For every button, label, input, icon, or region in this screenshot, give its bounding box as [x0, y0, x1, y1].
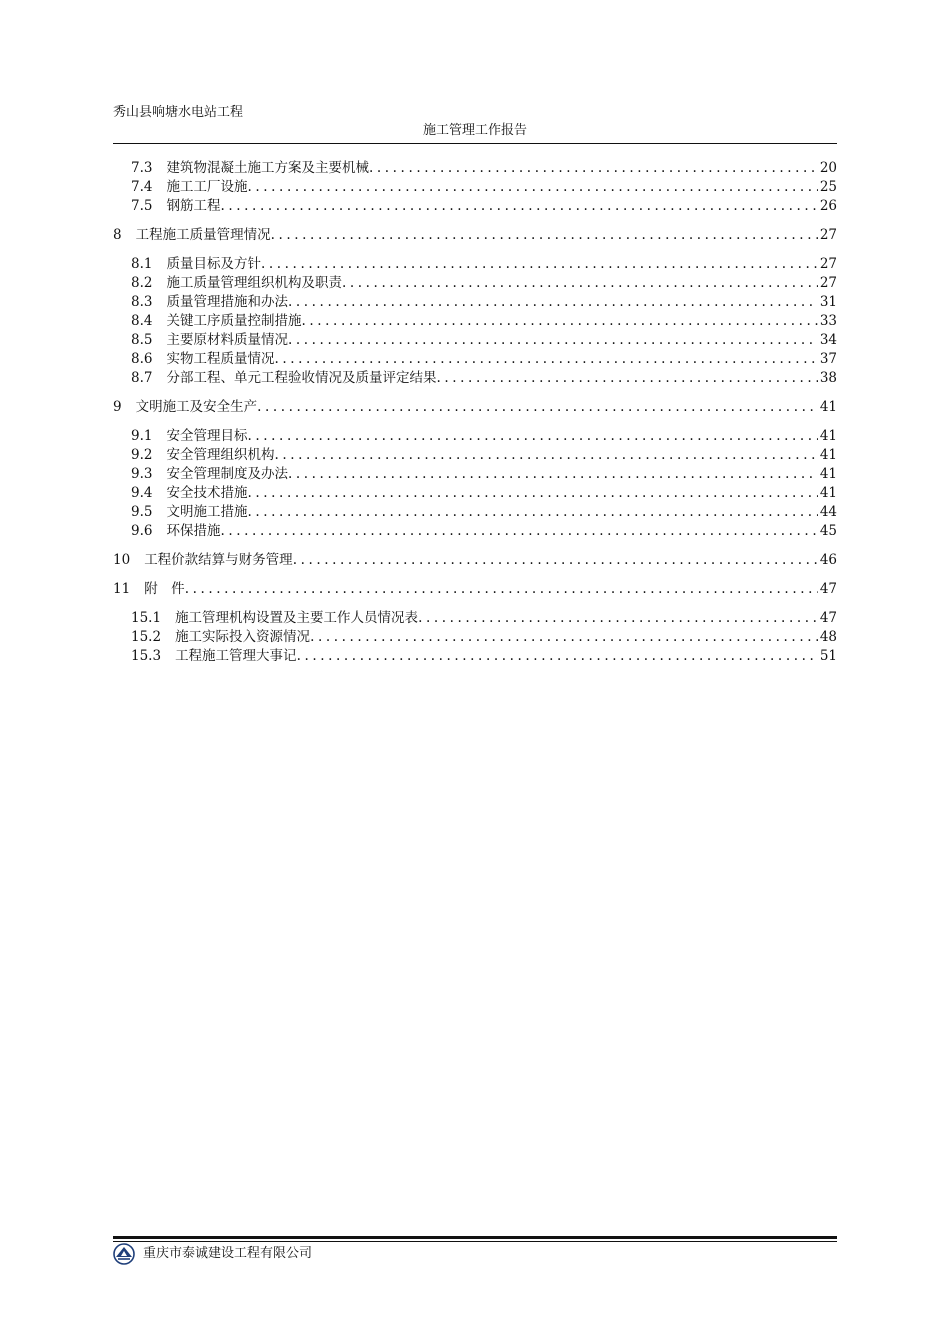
toc-entry[interactable]: [113, 465, 837, 484]
toc-entry-title: 质量目标及方针: [166, 256, 261, 272]
toc-entry-number: 15.3: [131, 648, 162, 664]
toc-dot-leader: [288, 465, 818, 484]
toc-entry-page: 25: [819, 179, 837, 195]
toc-dot-leader: [310, 628, 818, 647]
toc-entry-title: 施工工厂设施: [166, 179, 248, 195]
toc-entry-number: 15.2: [131, 629, 162, 645]
toc-entry-title: 钢筋工程: [166, 198, 221, 214]
toc-entry-page: 27: [819, 256, 837, 272]
toc-entry-title: 文明施工及安全生产: [135, 399, 258, 415]
toc-entry-title: 安全管理制度及办法: [166, 466, 288, 482]
toc-entry-page: 51: [819, 648, 837, 664]
toc-entry-page: 31: [819, 294, 837, 310]
toc-entry-number: 9.6: [131, 523, 153, 539]
toc-dot-leader: [369, 159, 818, 178]
toc-dot-leader: [257, 398, 818, 417]
toc-dot-leader: [247, 178, 817, 197]
toc-entry[interactable]: [113, 159, 837, 178]
toc-entry[interactable]: [113, 398, 837, 417]
toc-entry-page: 44: [819, 504, 837, 520]
toc-dot-leader: [271, 226, 818, 245]
toc-entry-number: 15.1: [131, 610, 162, 626]
toc-entry[interactable]: [113, 350, 837, 369]
toc-entry-number: 8.3: [131, 294, 153, 310]
toc-entry-title: 安全技术措施: [166, 485, 248, 501]
toc-entry-page: 45: [819, 523, 837, 539]
footer-divider-thick: [113, 1236, 837, 1239]
toc-entry-page: 47: [819, 610, 837, 626]
toc-dot-leader: [293, 551, 818, 570]
toc-entry-title: 施工质量管理组织机构及职责: [166, 275, 342, 291]
toc-entry-number: 8.2: [131, 275, 153, 291]
toc-entry-page: 46: [819, 552, 837, 568]
toc-entry[interactable]: [113, 551, 837, 570]
toc-dot-leader: [274, 350, 817, 369]
toc-entry-number: 9.4: [131, 485, 153, 501]
toc-dot-leader: [301, 312, 817, 331]
toc-entry[interactable]: [113, 503, 837, 522]
toc-entry-number: 7.3: [131, 160, 153, 176]
toc-entry-number: 9.2: [131, 447, 153, 463]
toc-entry-page: 41: [819, 428, 837, 444]
toc-dot-leader: [342, 274, 818, 293]
toc-entry[interactable]: [113, 331, 837, 350]
footer-divider-thin: [113, 1241, 837, 1242]
toc-entry-title: 关键工序质量控制措施: [166, 313, 302, 329]
toc-dot-leader: [288, 293, 818, 312]
toc-entry-number: 10: [113, 552, 131, 568]
toc-entry-page: 41: [819, 447, 837, 463]
toc-entry-page: 33: [819, 313, 837, 329]
toc-entry-number: 8.5: [131, 332, 153, 348]
toc-entry-number: 9: [113, 399, 122, 415]
header-divider: [113, 143, 837, 144]
toc-entry[interactable]: [113, 427, 837, 446]
toc-entry[interactable]: [113, 446, 837, 465]
toc-entry-number: 7.4: [131, 179, 153, 195]
toc-entry-number: 8.7: [131, 370, 153, 386]
toc-entry[interactable]: [113, 178, 837, 197]
company-logo-icon: [113, 1243, 135, 1265]
toc-entry-number: 8: [113, 227, 122, 243]
toc-entry[interactable]: [113, 580, 837, 599]
toc-entry-page: 41: [819, 399, 837, 415]
toc-dot-leader: [261, 255, 818, 274]
toc-entry[interactable]: [113, 609, 837, 628]
toc-entry-number: 8.1: [131, 256, 153, 272]
toc-dot-leader: [247, 427, 817, 446]
toc-entry-page: 37: [819, 351, 837, 367]
toc-dot-leader: [436, 369, 817, 388]
toc-dot-leader: [247, 484, 817, 503]
toc-entry-title: 安全管理目标: [166, 428, 248, 444]
toc-entry-page: 41: [819, 466, 837, 482]
toc-entry[interactable]: [113, 293, 837, 312]
toc-entry-title: 分部工程、单元工程验收情况及质量评定结果: [166, 370, 437, 386]
toc-entry-page: 26: [819, 198, 837, 214]
toc-entry-number: 11: [113, 581, 131, 597]
toc-entry-title: 工程施工管理大事记: [175, 648, 297, 664]
toc-entry-title: 附 件: [144, 581, 185, 597]
toc-entry[interactable]: [113, 226, 837, 245]
toc-entry-page: 27: [819, 227, 837, 243]
toc-entry[interactable]: [113, 628, 837, 647]
toc-entry[interactable]: [113, 369, 837, 388]
toc-entry[interactable]: [113, 255, 837, 274]
toc-entry-title: 质量管理措施和办法: [166, 294, 288, 310]
toc-dot-leader: [185, 580, 818, 599]
toc-entry-title: 文明施工措施: [166, 504, 248, 520]
toc-entry[interactable]: [113, 522, 837, 541]
toc-dot-leader: [220, 197, 817, 216]
toc-entry-page: 48: [819, 629, 837, 645]
toc-entry-number: 9.3: [131, 466, 153, 482]
toc-entry-number: 9.1: [131, 428, 153, 444]
toc-entry-title: 工程价款结算与财务管理: [144, 552, 293, 568]
toc-entry[interactable]: [113, 484, 837, 503]
header-report-title: 施工管理工作报告: [422, 123, 527, 138]
toc-entry[interactable]: [113, 197, 837, 216]
toc-entry[interactable]: [113, 312, 837, 331]
toc-entry-page: 47: [819, 581, 837, 597]
toc-entry-title: 建筑物混凝土施工方案及主要机械: [166, 160, 369, 176]
footer-company-name: 重庆市泰诚建设工程有限公司: [143, 1246, 313, 1261]
toc-dot-leader: [418, 609, 818, 628]
toc-entry-number: 9.5: [131, 504, 153, 520]
toc-entry-number: 7.5: [131, 198, 153, 214]
toc-entry-number: 8.4: [131, 313, 153, 329]
toc-dot-leader: [297, 647, 818, 666]
toc-entry[interactable]: [113, 647, 837, 666]
toc-entry-title: 施工管理机构设置及主要工作人员情况表: [175, 610, 419, 626]
toc-dot-leader: [274, 446, 817, 465]
toc-dot-leader: [220, 522, 817, 541]
toc-entry-page: 34: [819, 332, 837, 348]
toc-entry-page: 38: [819, 370, 837, 386]
toc-entry-page: 41: [819, 485, 837, 501]
header-project-name: 秀山县响塘水电站工程: [113, 105, 244, 120]
toc-entry-title: 工程施工质量管理情况: [135, 227, 271, 243]
toc-entry-title: 安全管理组织机构: [166, 447, 275, 463]
toc-entry-page: 27: [819, 275, 837, 291]
toc-dot-leader: [247, 503, 817, 522]
toc-entry-number: 8.6: [131, 351, 153, 367]
toc-entry-title: 主要原材料质量情况: [166, 332, 288, 348]
toc-entry-title: 环保措施: [166, 523, 221, 539]
toc-dot-leader: [288, 331, 818, 350]
table-of-contents: [113, 159, 837, 666]
toc-entry-title: 施工实际投入资源情况: [175, 629, 311, 645]
toc-entry[interactable]: [113, 274, 837, 293]
toc-entry-page: 20: [819, 160, 837, 176]
toc-entry-title: 实物工程质量情况: [166, 351, 275, 367]
